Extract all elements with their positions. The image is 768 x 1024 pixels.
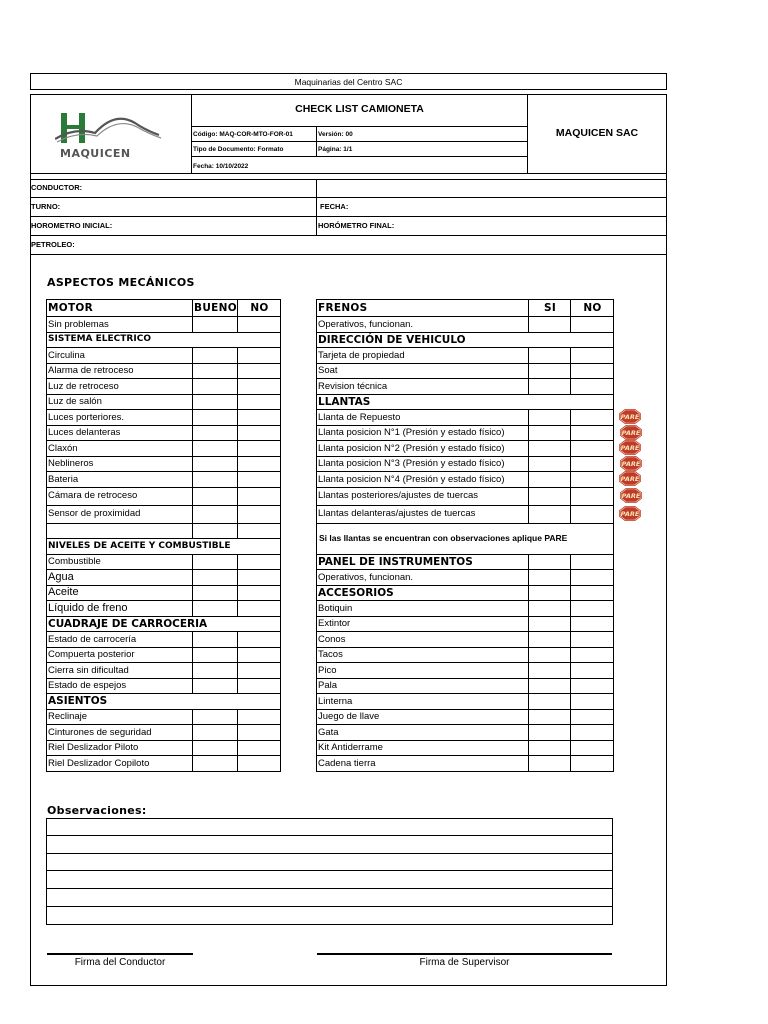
doc-title: CHECK LIST CAMIONETA	[295, 103, 424, 115]
check-cell-b[interactable]	[571, 425, 614, 441]
maquicen-logo	[55, 109, 165, 161]
check-cell-b[interactable]	[238, 317, 281, 333]
table-row	[317, 647, 614, 663]
check-cell-b[interactable]	[571, 616, 614, 632]
table-row	[317, 663, 614, 679]
check-cell-b[interactable]	[571, 472, 614, 488]
check-cell-a[interactable]	[193, 585, 238, 601]
pare-sign-icon	[619, 440, 641, 455]
check-cell-b[interactable]	[238, 348, 281, 364]
check-cell-a[interactable]	[193, 363, 238, 379]
item-label: Alarma de retroceso	[47, 363, 193, 379]
item-label: Estado de espejos	[47, 678, 193, 694]
table-row	[317, 740, 614, 756]
check-cell-a[interactable]	[529, 663, 571, 679]
check-cell-b[interactable]	[238, 554, 281, 570]
section-accesorios: ACCESORIOS	[317, 585, 529, 601]
table-row	[47, 678, 281, 694]
horometro-inicial-label: HOROMETRO INICIAL:	[31, 221, 113, 230]
check-cell-a[interactable]	[529, 601, 571, 617]
table-row	[47, 539, 281, 555]
check-cell-b[interactable]	[571, 694, 614, 710]
item-label: Operativos, funcionan.	[317, 317, 529, 333]
check-cell-b[interactable]	[571, 678, 614, 694]
table-row	[317, 348, 614, 364]
item-label: Claxón	[47, 441, 193, 457]
table-row	[47, 300, 281, 317]
section-panel: PANEL DE INSTRUMENTOS	[317, 554, 529, 570]
check-cell-b[interactable]	[238, 441, 281, 457]
check-cell-b[interactable]	[571, 456, 614, 472]
check-cell-b[interactable]	[571, 410, 614, 426]
table-row	[47, 441, 281, 457]
check-cell-b[interactable]	[238, 601, 281, 617]
item-label: Tarjeta de propiedad	[317, 348, 529, 364]
firma-conductor-line	[47, 953, 193, 955]
item-label: Luces porteriores.	[47, 410, 193, 426]
pare-sign-icon	[620, 488, 642, 503]
item-label: Luces delanteras	[47, 425, 193, 441]
check-cell-b[interactable]	[238, 487, 281, 505]
section-asientos: ASIENTOS	[47, 694, 281, 710]
check-cell-b[interactable]	[238, 394, 281, 410]
check-cell-a[interactable]	[529, 647, 571, 663]
petroleo-field[interactable]	[30, 235, 667, 255]
table-row	[317, 472, 614, 488]
check-cell-b[interactable]	[238, 647, 281, 663]
check-cell-a[interactable]	[193, 725, 238, 741]
table-row	[317, 394, 614, 410]
table-row	[47, 647, 281, 663]
section-cuadraje: CUADRAJE DE CARROCERIA	[47, 616, 281, 632]
check-cell-a[interactable]	[529, 678, 571, 694]
table-row	[47, 379, 281, 395]
check-cell-a[interactable]	[193, 394, 238, 410]
check-cell-b[interactable]	[571, 379, 614, 395]
check-cell-a[interactable]	[529, 456, 571, 472]
check-cell-a[interactable]	[529, 616, 571, 632]
item-label: Tacos	[317, 647, 529, 663]
check-cell-b[interactable]	[238, 472, 281, 488]
check-cell-a[interactable]	[529, 379, 571, 395]
check-cell-b[interactable]	[571, 505, 614, 523]
check-cell-b[interactable]	[238, 363, 281, 379]
table-row	[47, 472, 281, 488]
pare-sign-icon	[619, 471, 641, 486]
check-cell-b[interactable]	[571, 317, 614, 333]
check-cell-b[interactable]	[571, 554, 614, 570]
check-cell-b[interactable]	[571, 663, 614, 679]
table-row	[47, 694, 281, 710]
check-cell-a[interactable]	[193, 709, 238, 725]
item-label: Operativos, funcionan.	[317, 570, 529, 586]
petroleo-label: PETROLEO:	[31, 240, 75, 249]
item-label: Estado de carrocería	[47, 632, 193, 648]
fecha-field[interactable]	[316, 197, 667, 217]
item-label: Extintor	[317, 616, 529, 632]
table-row	[47, 456, 281, 472]
item-label: Pico	[317, 663, 529, 679]
item-label: Pala	[317, 678, 529, 694]
check-cell-b[interactable]	[238, 505, 281, 523]
table-row	[47, 394, 281, 410]
table-row	[317, 300, 614, 317]
section-llantas: LLANTAS	[317, 394, 614, 410]
table-row	[47, 601, 281, 617]
fecha-label: FECHA:	[320, 202, 349, 211]
check-cell-a[interactable]	[193, 317, 238, 333]
table-row	[47, 616, 281, 632]
table-row	[47, 709, 281, 725]
pare-sign-icon	[619, 506, 641, 521]
check-cell-b[interactable]	[238, 379, 281, 395]
si-header: SI	[529, 300, 571, 317]
item-label: Llanta de Repuesto	[317, 410, 529, 426]
table-row	[47, 363, 281, 379]
check-cell-b[interactable]	[238, 410, 281, 426]
table-row	[47, 410, 281, 426]
table-row	[317, 410, 614, 426]
table-row	[47, 725, 281, 741]
check-cell-a[interactable]	[193, 505, 238, 523]
table-row	[317, 725, 614, 741]
table-row	[317, 487, 614, 505]
observaciones-line	[46, 906, 612, 907]
item-label: Luz de salón	[47, 394, 193, 410]
observaciones-line	[46, 888, 612, 889]
table-row	[317, 379, 614, 395]
check-cell-a[interactable]	[529, 570, 571, 586]
item-label: Sin problemas	[47, 317, 193, 333]
check-cell-a[interactable]	[193, 379, 238, 395]
check-cell-a[interactable]	[529, 740, 571, 756]
table-row	[47, 570, 281, 586]
pare-sign-icon	[620, 456, 642, 471]
item-label: Reclinaje	[47, 709, 193, 725]
conductor-extra-field[interactable]	[316, 179, 667, 198]
table-row	[317, 523, 614, 554]
check-cell-a[interactable]	[193, 487, 238, 505]
svg-text:MAQUICEN: MAQUICEN	[60, 147, 131, 160]
check-cell-b[interactable]	[571, 725, 614, 741]
check-cell-a[interactable]	[193, 740, 238, 756]
pare-sign-icon	[620, 425, 642, 440]
check-cell-a[interactable]	[529, 317, 571, 333]
table-row	[317, 709, 614, 725]
motor-header: MOTOR	[47, 300, 193, 317]
item-label: Líquido de freno	[47, 601, 193, 617]
frenos-header: FRENOS	[317, 300, 529, 317]
doc-type: Tipo de Documento: Formato	[193, 146, 284, 153]
check-cell-b[interactable]	[571, 585, 614, 601]
observaciones-title: Observaciones:	[47, 804, 147, 817]
table-row	[317, 570, 614, 586]
check-cell-a[interactable]	[193, 425, 238, 441]
svg-text:PARE: PARE	[621, 492, 641, 500]
check-cell-b[interactable]	[238, 585, 281, 601]
check-cell-a[interactable]	[193, 554, 238, 570]
check-cell-a[interactable]	[193, 570, 238, 586]
item-label: Riel Deslizador Piloto	[47, 740, 193, 756]
observaciones-line	[46, 870, 612, 871]
item-label: Agua	[47, 570, 193, 586]
table-row	[317, 317, 614, 333]
doc-page: Página: 1/1	[318, 146, 353, 153]
svg-text:PARE: PARE	[620, 413, 640, 421]
item-label: Combustible	[47, 554, 193, 570]
check-cell-a[interactable]	[193, 632, 238, 648]
item-label: Llanta posicion N°2 (Presión y estado físico)	[317, 441, 529, 457]
blank-cell[interactable]	[238, 523, 281, 539]
item-label: Cámara de retroceso	[47, 487, 193, 505]
check-cell-b[interactable]	[238, 663, 281, 679]
check-cell-a[interactable]	[193, 472, 238, 488]
blank-cell[interactable]	[47, 523, 193, 539]
check-cell-b[interactable]	[571, 363, 614, 379]
check-cell-a[interactable]	[193, 410, 238, 426]
item-label: Aceite	[47, 585, 193, 601]
check-cell-a[interactable]	[529, 632, 571, 648]
check-cell-a[interactable]	[529, 709, 571, 725]
svg-text:PARE: PARE	[620, 510, 640, 518]
check-cell-b[interactable]	[571, 601, 614, 617]
item-label: Circulina	[47, 348, 193, 364]
item-label: Cadena tierra	[317, 756, 529, 772]
table-row	[317, 456, 614, 472]
table-row	[47, 332, 281, 348]
section-direccion: DIRECCIÓN DE VEHICULO	[317, 332, 614, 348]
company-header: Maquinarias del Centro SAC	[294, 77, 403, 87]
section-niveles: NIVELES DE ACEITE Y COMBUSTIBLE	[47, 539, 281, 555]
table-row	[47, 740, 281, 756]
svg-text:PARE: PARE	[621, 429, 641, 437]
table-row	[47, 348, 281, 364]
table-row	[317, 678, 614, 694]
bueno-header: BUENO	[193, 300, 238, 317]
item-label: Bateria	[47, 472, 193, 488]
right-checklist-table	[316, 299, 614, 772]
item-label: Cinturones de seguridad	[47, 725, 193, 741]
blank-cell[interactable]	[193, 523, 238, 539]
table-row	[317, 425, 614, 441]
check-cell-a[interactable]	[529, 585, 571, 601]
table-row	[317, 505, 614, 523]
table-row	[317, 554, 614, 570]
check-cell-b[interactable]	[571, 441, 614, 457]
table-row	[317, 363, 614, 379]
item-label: Revision técnica	[317, 379, 529, 395]
check-cell-a[interactable]	[529, 410, 571, 426]
horometro-final-label: HORÓMETRO FINAL:	[318, 221, 395, 230]
table-row	[317, 694, 614, 710]
check-cell-a[interactable]	[529, 472, 571, 488]
table-row	[47, 632, 281, 648]
pare-note: Si las llantas se encuentran con observaciones aplique PARE	[317, 523, 614, 554]
turno-field[interactable]	[30, 197, 317, 217]
observaciones-line	[46, 853, 612, 854]
firma-supervisor-label: Firma de Supervisor	[419, 957, 510, 968]
check-cell-a[interactable]	[193, 678, 238, 694]
conductor-label: CONDUCTOR:	[31, 183, 83, 192]
svg-text:PARE: PARE	[620, 444, 640, 452]
table-row	[47, 756, 281, 772]
turno-label: TURNO:	[31, 202, 61, 211]
table-row	[317, 616, 614, 632]
check-cell-b[interactable]	[571, 570, 614, 586]
table-row	[47, 585, 281, 601]
item-label: Llanta posicion N°1 (Presión y estado físico)	[317, 425, 529, 441]
table-row	[317, 632, 614, 648]
item-label: Compuerta posterior	[47, 647, 193, 663]
observaciones-line	[46, 835, 612, 836]
doc-version: Versión: 00	[318, 131, 353, 138]
table-row	[47, 487, 281, 505]
check-cell-b[interactable]	[238, 425, 281, 441]
table-row	[47, 554, 281, 570]
check-cell-b[interactable]	[571, 647, 614, 663]
pare-sign-icon	[619, 409, 641, 424]
check-cell-a[interactable]	[193, 348, 238, 364]
table-row	[47, 523, 281, 539]
check-cell-b[interactable]	[571, 632, 614, 648]
firma-supervisor-line	[317, 953, 612, 955]
table-row	[47, 505, 281, 523]
table-row	[317, 332, 614, 348]
doc-date: Fecha: 10/10/2022	[193, 163, 249, 170]
table-row	[47, 425, 281, 441]
table-row	[317, 585, 614, 601]
table-row	[47, 663, 281, 679]
item-label: Botiquin	[317, 601, 529, 617]
check-cell-a[interactable]	[529, 487, 571, 505]
no-header: NO	[571, 300, 614, 317]
check-cell-b[interactable]	[238, 570, 281, 586]
item-label: Llantas posteriores/ajustes de tuercas	[317, 487, 529, 505]
check-cell-a[interactable]	[529, 725, 571, 741]
svg-text:PARE: PARE	[621, 460, 641, 468]
check-cell-a[interactable]	[193, 441, 238, 457]
check-cell-a[interactable]	[529, 554, 571, 570]
check-cell-b[interactable]	[238, 725, 281, 741]
item-label: Luz de retroceso	[47, 379, 193, 395]
check-cell-b[interactable]	[238, 632, 281, 648]
check-cell-b[interactable]	[571, 487, 614, 505]
doc-code: Código: MAQ-COR-MTO-FOR-01	[193, 131, 293, 138]
item-label: Linterna	[317, 694, 529, 710]
table-row	[317, 441, 614, 457]
item-label: Llanta posicion N°3 (Presión y estado físico)	[317, 456, 529, 472]
item-label: Soat	[317, 363, 529, 379]
check-cell-a[interactable]	[193, 647, 238, 663]
check-cell-a[interactable]	[529, 348, 571, 364]
check-cell-a[interactable]	[529, 441, 571, 457]
firma-conductor-label: Firma del Conductor	[74, 957, 166, 968]
check-cell-b[interactable]	[238, 456, 281, 472]
section-sistema-electrico: SISTEMA ELECTRICO	[47, 332, 281, 348]
check-cell-a[interactable]	[193, 456, 238, 472]
check-cell-b[interactable]	[571, 709, 614, 725]
table-row	[317, 601, 614, 617]
item-label: Gata	[317, 725, 529, 741]
item-label: Juego de llave	[317, 709, 529, 725]
check-cell-a[interactable]	[529, 694, 571, 710]
no-header: NO	[238, 300, 281, 317]
item-label: Conos	[317, 632, 529, 648]
check-cell-b[interactable]	[238, 709, 281, 725]
table-row	[317, 756, 614, 772]
item-label: Riel Deslizador Copiloto	[47, 756, 193, 772]
check-cell-b[interactable]	[238, 756, 281, 772]
check-cell-a[interactable]	[529, 756, 571, 772]
item-label: Llantas delanteras/ajustes de tuercas	[317, 505, 529, 523]
check-cell-b[interactable]	[571, 740, 614, 756]
check-cell-a[interactable]	[193, 663, 238, 679]
check-cell-a[interactable]	[529, 505, 571, 523]
check-cell-a[interactable]	[193, 756, 238, 772]
item-label: Cierra sin dificultad	[47, 663, 193, 679]
check-cell-b[interactable]	[238, 678, 281, 694]
svg-text:PARE: PARE	[620, 475, 640, 483]
item-label: Llanta posicion N°4 (Presión y estado físico)	[317, 472, 529, 488]
check-cell-b[interactable]	[571, 348, 614, 364]
check-cell-b[interactable]	[238, 740, 281, 756]
check-cell-b[interactable]	[571, 756, 614, 772]
item-label: Sensor de proximidad	[47, 505, 193, 523]
check-cell-a[interactable]	[529, 363, 571, 379]
left-checklist-table	[46, 299, 281, 772]
item-label: Kit Antiderrame	[317, 740, 529, 756]
aspectos-title: ASPECTOS MECÁNICOS	[47, 276, 195, 289]
item-label: Neblineros	[47, 456, 193, 472]
check-cell-a[interactable]	[529, 425, 571, 441]
check-cell-a[interactable]	[193, 601, 238, 617]
table-row	[47, 317, 281, 333]
doc-company: MAQUICEN SAC	[555, 127, 639, 139]
